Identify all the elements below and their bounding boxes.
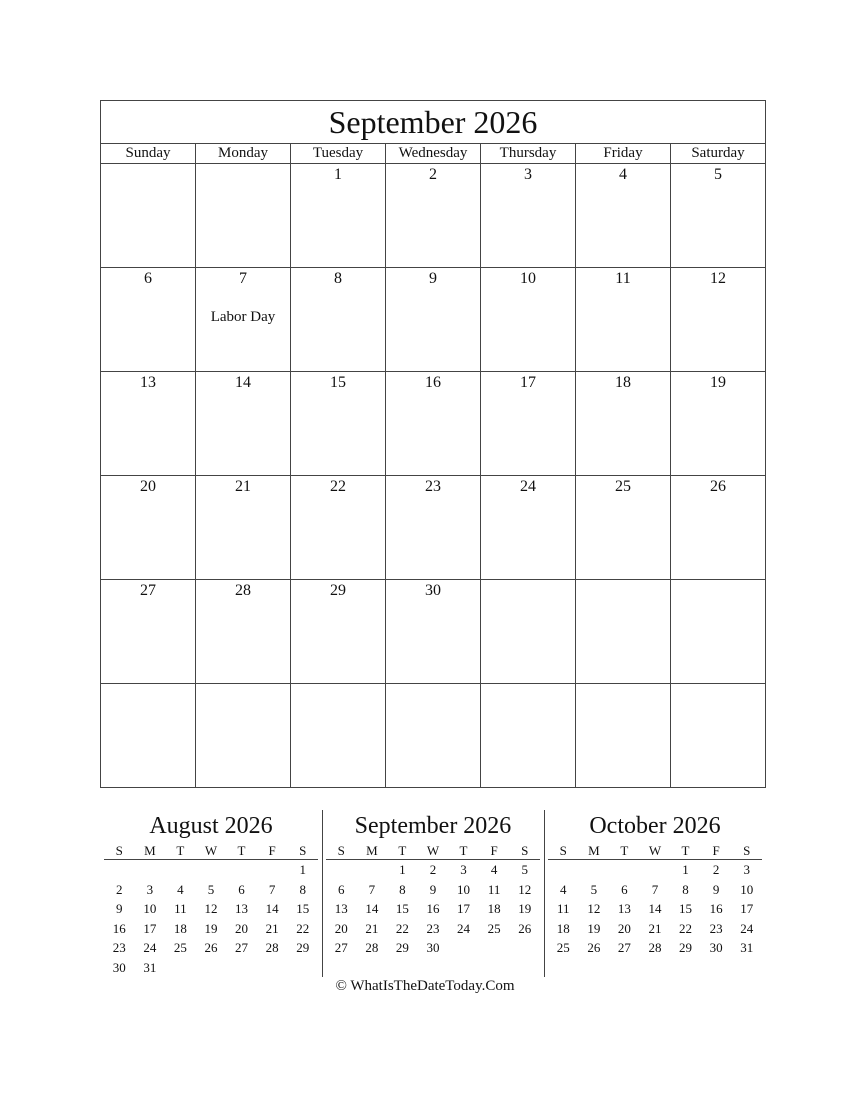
day-cell[interactable] [196,684,291,788]
mini-day: 22 [395,920,409,936]
mini-day [509,938,540,958]
mini-day [448,938,479,958]
mini-day: 8 [399,881,406,897]
mini-weekday-header: S [104,842,135,860]
mini-weekday-header: T [609,842,640,860]
mini-day: 16 [426,901,440,917]
mini-weekday-header: F [257,842,288,860]
mini-day: 17 [143,920,157,936]
mini-day [165,860,196,880]
weekday-header-row [101,144,766,164]
mini-calendar-title: August 2026 [149,813,273,839]
weekday-header: Thursday [481,144,576,164]
mini-day: 5 [521,862,528,877]
mini-day [287,958,318,978]
day-cell[interactable] [481,268,576,372]
day-cell[interactable] [671,580,766,684]
day-cell[interactable] [576,372,671,476]
mini-day: 7 [368,881,376,897]
mini-day: 24 [740,920,754,936]
divider [544,810,545,977]
day-cell[interactable] [291,580,386,684]
mini-day: 13 [334,901,348,917]
day-number: 28 [235,582,251,599]
mini-day: 28 [648,940,662,956]
day-cell[interactable] [481,476,576,580]
holiday-label: Labor Day [210,309,276,325]
mini-day: 13 [617,901,631,917]
day-cell[interactable] [671,372,766,476]
mini-day: 16 [709,901,723,917]
mini-day: 24 [143,940,157,956]
mini-day: 3 [146,881,154,897]
week-row [101,372,766,476]
mini-day: 1 [299,862,306,877]
day-number: 12 [710,270,726,287]
week-row [101,476,766,580]
day-cell[interactable] [386,268,481,372]
mini-day: 31 [143,959,157,975]
mini-calendar-september [326,810,540,958]
mini-day: 21 [265,920,279,936]
mini-day: 18 [556,920,570,936]
mini-day: 11 [174,901,187,917]
day-number: 7 [239,270,247,287]
mini-day: 1 [682,862,689,877]
mini-day [479,938,510,958]
day-cell[interactable] [386,580,481,684]
day-cell[interactable] [196,268,291,372]
mini-day: 27 [235,940,249,956]
day-cell[interactable] [481,372,576,476]
mini-day: 3 [460,862,467,877]
day-number: 26 [710,478,726,495]
mini-day: 8 [299,881,306,897]
mini-weekday-header: W [640,842,671,860]
mini-day: 23 [426,920,440,936]
day-number: 11 [615,270,631,287]
mini-day [165,958,196,978]
mini-day: 30 [112,959,126,975]
mini-day: 27 [617,940,631,956]
mini-day: 28 [265,940,279,956]
mini-day: 26 [518,920,532,936]
mini-day [257,958,288,978]
mini-day: 7 [268,881,276,897]
mini-day: 22 [296,920,310,936]
mini-day [609,860,640,880]
mini-calendar-title: September 2026 [354,813,512,839]
mini-weekday-header: T [165,842,196,860]
day-cell[interactable] [671,476,766,580]
mini-day: 12 [518,881,532,897]
mini-day: 27 [334,940,348,956]
mini-day [196,958,227,978]
day-number: 16 [425,374,441,391]
day-cell[interactable] [101,164,196,268]
day-number: 30 [425,582,441,599]
mini-day: 14 [648,901,662,917]
mini-day: 19 [204,920,218,936]
mini-day [226,958,257,978]
day-cell[interactable] [101,268,196,372]
day-number: 13 [140,374,156,391]
mini-day: 30 [426,940,440,956]
mini-day: 24 [457,920,471,936]
mini-weekday-header: F [479,842,510,860]
main-calendar [100,100,766,788]
mini-day [326,860,357,880]
mini-day: 6 [621,881,628,897]
weekday-header: Tuesday [291,144,386,164]
day-cell[interactable] [671,684,766,788]
mini-day: 2 [712,862,720,877]
day-number: 3 [524,166,532,183]
mini-day: 17 [740,901,754,917]
day-number: 25 [615,478,631,495]
mini-day: 15 [395,901,409,917]
mini-day: 6 [238,881,245,897]
mini-weekday-header: M [579,842,610,860]
mini-day [104,860,135,880]
weekday-header: Wednesday [386,144,481,164]
mini-day: 9 [429,881,437,897]
day-number: 5 [714,166,722,183]
mini-day: 18 [487,901,501,917]
mini-day: 16 [112,920,126,936]
mini-day: 22 [679,920,693,936]
day-number: 4 [619,166,627,183]
mini-day: 8 [682,881,689,897]
day-cell[interactable] [101,684,196,788]
day-number: 1 [334,166,342,183]
mini-weekday-header: S [287,842,318,860]
mini-day: 10 [740,881,754,897]
mini-day: 15 [679,901,693,917]
day-number: 19 [710,374,726,391]
day-cell[interactable] [386,476,481,580]
mini-day: 25 [556,940,570,956]
mini-day: 28 [365,940,379,956]
mini-day: 4 [490,862,498,877]
day-cell[interactable] [576,580,671,684]
mini-day: 25 [487,920,501,936]
mini-weekday-header: T [387,842,418,860]
mini-day [357,860,388,880]
mini-day: 19 [587,920,601,936]
calendar-title: September 2026 [101,101,766,144]
day-number: 15 [330,374,346,391]
day-cell[interactable] [576,476,671,580]
mini-day: 5 [590,881,598,897]
copyright-footer: © WhatIsTheDateToday.Com [335,978,515,994]
day-cell[interactable] [481,580,576,684]
mini-day: 4 [177,881,184,897]
weekday-header: Saturday [671,144,766,164]
mini-day: 23 [709,920,723,936]
mini-day: 6 [338,881,345,897]
mini-day: 12 [587,901,601,917]
day-number: 2 [429,166,437,183]
mini-day: 21 [648,920,662,936]
day-cell[interactable] [386,164,481,268]
day-number: 23 [425,478,441,495]
day-cell[interactable] [481,164,576,268]
mini-day: 5 [207,881,215,897]
day-number: 18 [615,374,631,391]
mini-day: 14 [265,901,279,917]
mini-day: 3 [743,862,750,877]
mini-day: 31 [740,940,754,956]
mini-day: 19 [518,901,532,917]
day-cell[interactable] [291,684,386,788]
mini-day: 10 [143,901,157,917]
day-number: 27 [140,582,156,599]
mini-calendar-title: October 2026 [589,813,721,839]
day-cell[interactable] [101,372,196,476]
week-row [101,164,766,268]
mini-weekday-header: S [548,842,579,860]
mini-day: 14 [365,901,379,917]
day-cell[interactable] [196,372,291,476]
week-row [101,268,766,372]
mini-day: 20 [235,920,249,936]
day-cell[interactable] [101,580,196,684]
mini-weekday-header: T [226,842,257,860]
day-cell[interactable] [196,164,291,268]
mini-weekday-header: M [357,842,388,860]
day-number: 22 [330,478,346,495]
day-number: 14 [235,374,251,391]
day-cell[interactable] [671,164,766,268]
mini-day: 30 [709,940,723,956]
mini-day: 29 [395,940,409,956]
mini-day: 9 [116,901,123,917]
mini-weekday-header: S [509,842,540,860]
mini-day: 26 [587,940,601,956]
day-cell[interactable] [386,372,481,476]
day-cell[interactable] [291,372,386,476]
mini-weekday-header: M [135,842,166,860]
week-row [101,580,766,684]
day-cell[interactable] [481,684,576,788]
mini-weekday-header: S [326,842,357,860]
mini-day: 17 [457,901,471,917]
mini-weekday-header: S [731,842,762,860]
mini-day: 4 [560,881,567,897]
mini-day: 29 [679,940,693,956]
mini-day: 29 [296,940,310,956]
mini-day: 25 [173,940,187,956]
mini-day [579,860,610,880]
day-cell[interactable] [291,164,386,268]
mini-calendar-august [104,810,318,978]
day-cell[interactable] [291,268,386,372]
mini-day: 20 [334,920,348,936]
mini-day: 2 [116,881,123,897]
mini-day: 9 [712,881,720,897]
day-number: 20 [140,478,156,495]
mini-day [640,860,671,880]
day-cell[interactable] [196,580,291,684]
day-cell[interactable] [576,684,671,788]
day-number: 6 [144,270,152,287]
mini-day: 21 [365,920,379,936]
mini-weekday-header: W [418,842,449,860]
day-cell[interactable] [576,268,671,372]
day-number: 9 [429,270,437,287]
day-number: 29 [330,582,346,599]
mini-day: 7 [651,881,659,897]
mini-weekday-header: T [448,842,479,860]
day-cell[interactable] [101,476,196,580]
day-cell[interactable] [196,476,291,580]
weekday-header: Monday [196,144,291,164]
mini-weekday-header: T [670,842,701,860]
mini-day: 12 [204,901,218,917]
mini-day: 11 [487,881,501,897]
mini-day [226,860,257,880]
mini-weekday-header: W [196,842,227,860]
divider [322,810,323,977]
day-cell[interactable] [576,164,671,268]
mini-day [196,860,227,880]
mini-day: 1 [399,862,406,877]
mini-day: 13 [235,901,249,917]
day-number: 24 [520,478,536,495]
day-number: 21 [235,478,251,495]
mini-weekday-header: F [701,842,732,860]
day-cell[interactable] [291,476,386,580]
mini-day: 18 [173,920,187,936]
mini-day: 2 [429,862,437,877]
mini-day: 15 [296,901,310,917]
weekday-header: Friday [576,144,671,164]
day-cell[interactable] [386,684,481,788]
mini-day: 10 [457,881,471,897]
day-number: 10 [520,270,536,287]
day-cell[interactable] [671,268,766,372]
mini-day: 20 [617,920,631,936]
day-number: 17 [520,374,536,391]
mini-day: 26 [204,940,218,956]
mini-day [257,860,288,880]
mini-day [135,860,166,880]
mini-day: 23 [112,940,126,956]
day-number: 8 [334,270,342,287]
week-row [101,684,766,788]
weekday-header: Sunday [101,144,196,164]
mini-calendar-october [548,810,762,958]
mini-day [548,860,579,880]
mini-day: 11 [557,901,570,917]
